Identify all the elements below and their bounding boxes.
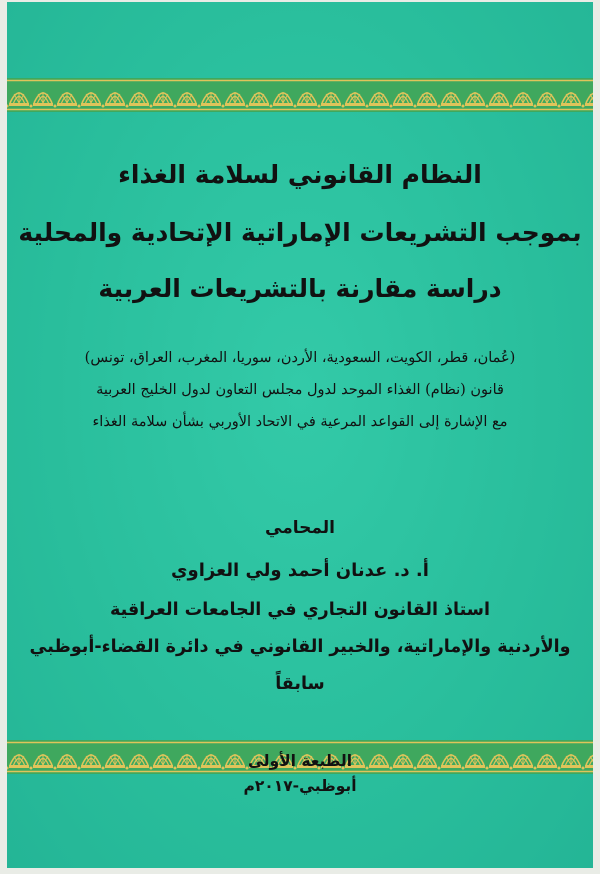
title-line-1: النظام القانوني لسلامة الغذاء <box>118 160 482 189</box>
title-line-2: بموجب التشريعات الإماراتية الإتحادية والمحلية <box>18 218 582 247</box>
edition-place-year: أبوظبي-٢٠١٧م <box>243 777 357 795</box>
book-cover <box>7 2 593 868</box>
subtitle-line-1: (عُمان، قطر، الكويت، السعودية، الأردن، سوريا، المغرب، العراق، تونس) <box>84 350 516 366</box>
subtitle-line-3: مع الإشارة إلى القواعد المرعية في الاتحاد الأوربي بشأن سلامة الغذاء <box>92 414 508 430</box>
top-ornament-band <box>7 78 593 112</box>
author-role: المحامي <box>265 518 335 538</box>
edition-label: الطبعة الأولى <box>247 752 353 770</box>
author-position-line-2: والأردنية والإماراتية، والخبير القانوني في دائرة القضاء-أبوظبي <box>29 637 571 657</box>
title-line-3: دراسة مقارنة بالتشريعات العربية <box>98 274 502 303</box>
author-position-line-1: استاذ القانون التجاري في الجامعات العراقية <box>110 600 490 620</box>
author-position-line-3: سابقاً <box>275 674 325 694</box>
subtitle-line-2: قانون (نظام) الغذاء الموحد لدول مجلس التعاون لدول الخليج العربية <box>96 382 504 398</box>
author-name: أ. د. عدنان أحمد ولي العزاوي <box>171 560 429 581</box>
top-ornament-pattern <box>7 78 593 112</box>
